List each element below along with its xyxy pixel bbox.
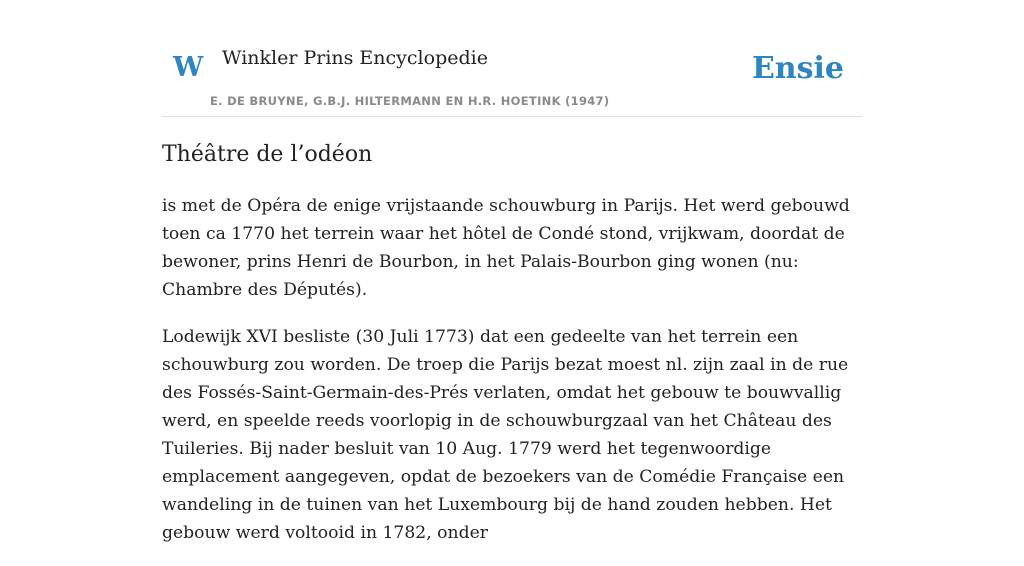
ensie-logo-link[interactable]: Ensie [751,51,844,86]
source-title[interactable]: Winkler Prins Encyclopedie [222,47,488,69]
article-body [162,192,864,566]
article-paragraph: is met de Opéra de enige vrijstaande schouwburg in Parijs. Het werd gebouwd toen ca 1770 het terrein waar het hôtel de Condé stond, vrijkwam, doordat de bewoner, prins Henri de Bourbon, in het Palais-Bourbon ging wonen (nu: Chambre des Députés). [162,196,850,300]
article-title: Théâtre de l’odéon [162,142,373,167]
source-authors: E. DE BRUYNE, G.B.J. HILTERMANN EN H.R. HOETINK (1947) [210,94,610,108]
article-paragraph: Lodewijk XVI besliste (30 Juli 1773) dat een gedeelte van het terrein een schouwburg zou worden. De troep die Parijs bezat moest nl. zijn zaal in de rue des Fossés-Saint-Germain-des-Prés verlaten, omdat het gebouw te bouwvallig werd, en speelde reeds voorlopig in de schouwburgzaal van het Château des Tuileries. Bij nader besluit van 10 Aug. 1779 werd het tegenwoordige emplacement aangegeven, opdat de bezoekers van de Comédie Française een wandeling in de tuinen van het Luxembourg bij de hand zouden hebben. Het gebouw werd voltooid in 1782, onder [162,327,849,543]
site-header [162,0,862,117]
winkler-prins-logo[interactable]: W [173,52,204,83]
